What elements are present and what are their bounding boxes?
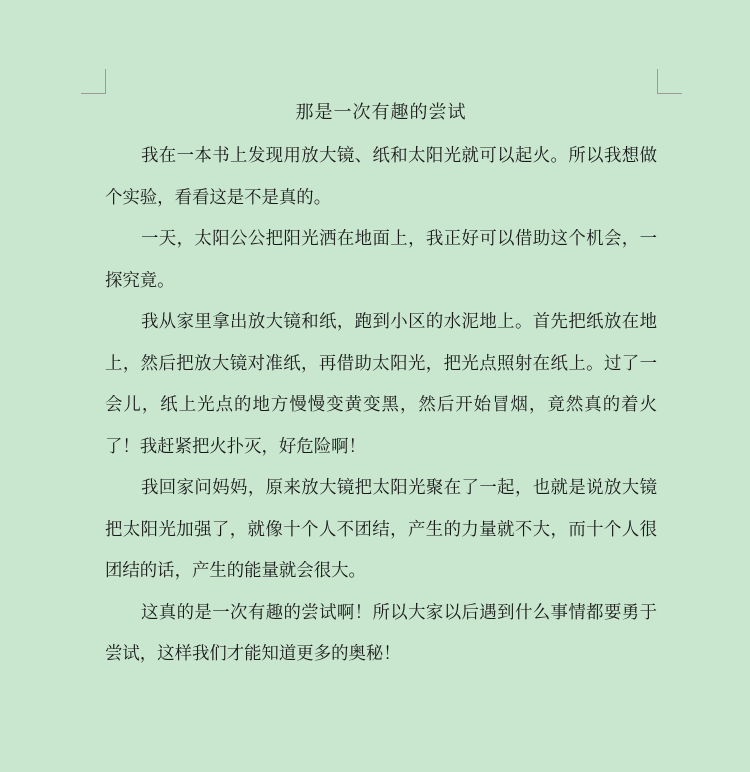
top-left-margin-mark xyxy=(81,69,106,94)
paragraph-5: 这真的是一次有趣的尝试啊！所以大家以后遇到什么事情都要勇于尝试，这样我们才能知道更多的奥秘！ xyxy=(105,602,657,664)
paragraph-4: 我回家问妈妈，原来放大镜把太阳光聚在了一起，也就是说放大镜把太阳光加强了，就像十个人不团结，产生的力量就不大，而十个人很团结的话，产生的能量就会很大。 xyxy=(105,478,657,581)
paragraph-2: 一天，太阳公公把阳光洒在地面上，我正好可以借助这个机会，一探究竟。 xyxy=(105,229,657,291)
paragraph-1: 我在一本书上发现用放大镜、纸和太阳光就可以起火。所以我想做个实验，看看这是不是真的。 xyxy=(105,146,657,208)
top-right-margin-mark xyxy=(657,69,682,94)
paragraph-3: 我从家里拿出放大镜和纸，跑到小区的水泥地上。首先把纸放在地上，然后把放大镜对准纸，再借助太阳光，把光点照射在纸上。过了一会儿，纸上光点的地方慢慢变黄变黑，然后开始冒烟，竟然真的着火了！我赶紧把火扑灭，好危险啊！ xyxy=(105,312,657,457)
document-title: 那是一次有趣的尝试 xyxy=(295,102,467,123)
document-body[interactable] xyxy=(105,96,657,676)
